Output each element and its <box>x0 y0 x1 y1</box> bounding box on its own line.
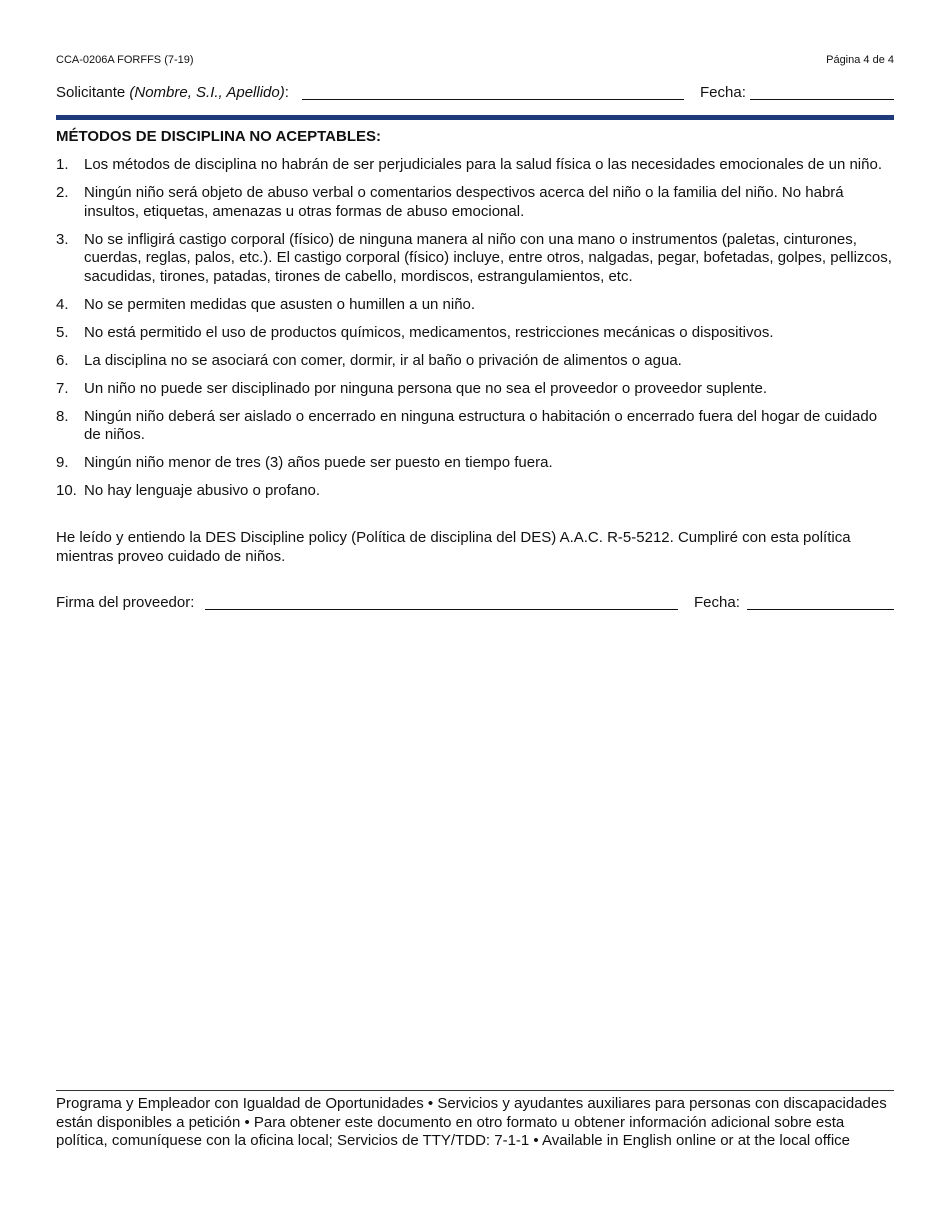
list-item <box>56 324 894 343</box>
item-text: No hay lenguaje abusivo o profano. <box>84 482 321 499</box>
list-item <box>56 482 894 501</box>
page-number: Página 4 de 4 <box>826 54 894 66</box>
item-text: No se infligirá castigo corporal (físico) de ninguna manera al niño con una mano o instrumentos (paletas, cinturones, cuerdas, reglas, palos, etc.). El castigo corporal (físico) incluye, entre otros, nalgadas, pegar, bofetadas, golpes, pellizcos, sacudidas, tirones, patadas, tirones de cabello, mordiscos, estrangulamientos, etc. <box>84 230 892 285</box>
item-text: La disciplina no se asociará con comer, dormir, ir al baño o privación de alimentos o agua. <box>84 351 682 369</box>
item-number: 4. <box>56 295 69 313</box>
list-item <box>56 296 894 315</box>
applicant-label-prefix: Solicitante <box>56 84 130 101</box>
applicant-row <box>56 84 894 106</box>
item-number: 2. <box>56 184 69 201</box>
signature-field[interactable] <box>205 609 678 610</box>
item-text: Los métodos de disciplina no habrán de ser perjudiciales para la salud física o las necesidades emocionales de un niño. <box>84 156 882 173</box>
section-heading: MÉTODOS DE DISCIPLINA NO ACEPTABLES: <box>56 128 382 145</box>
item-text: No se permiten medidas que asusten o humillen a un niño. <box>84 295 476 313</box>
applicant-label-italic: (Nombre, S.I., Apellido) <box>129 84 285 101</box>
item-text: Un niño no puede ser disciplinado por ninguna persona que no sea el proveedor o proveedor suplente. <box>84 379 767 397</box>
signature-row <box>56 594 894 616</box>
applicant-label <box>56 84 289 101</box>
item-text: Ningún niño deberá ser aislado o encerrado en ninguna estructura o habitación o encerrado fuera del hogar de cuidado de niños. <box>84 407 878 443</box>
page-header <box>56 52 894 68</box>
applicant-name-field[interactable] <box>302 99 684 100</box>
signature-date-label: Fecha: <box>694 594 740 611</box>
item-number: 9. <box>56 454 69 471</box>
list-item <box>56 352 894 371</box>
acknowledgement-statement: He leído y entiendo la DES Discipline policy (Política de disciplina del DES) A.A.C. R-5-5212. Cumpliré con esta política mientras proveo cuidado de niños. <box>56 529 851 565</box>
list-item <box>56 231 894 287</box>
signature-date-field[interactable] <box>747 609 894 610</box>
discipline-methods-list <box>56 156 894 510</box>
applicant-date-label: Fecha: <box>700 84 746 101</box>
item-text: No está permitido el uso de productos químicos, medicamentos, restricciones mecánicas o dispositivos. <box>84 323 774 341</box>
item-number: 5. <box>56 323 69 341</box>
item-text: Ningún niño será objeto de abuso verbal o comentarios despectivos acerca del niño o la familia del niño. No habrá insultos, etiquetas, amenazas u otras formas de abuso emocional. <box>84 184 844 220</box>
list-item <box>56 454 894 473</box>
item-number: 3. <box>56 230 69 248</box>
footer-divider <box>56 1090 894 1091</box>
item-number: 7. <box>56 379 69 397</box>
list-item <box>56 380 894 399</box>
header-divider <box>56 115 894 120</box>
footer-notice: Programa y Empleador con Igualdad de Oportunidades • Servicios y ayudantes auxiliares para personas con discapacidades están disponibles a petición • Para obtener este documento en otro formato u obtener información adicional sobre esta política, comuníquese con la oficina local; Servicios de TTY/TDD: 7-1-1 • Available in English online or at the local office <box>56 1095 887 1149</box>
item-number: 10. <box>56 482 77 499</box>
applicant-label-suffix: : <box>284 84 289 101</box>
item-number: 6. <box>56 351 69 369</box>
item-text: Ningún niño menor de tres (3) años puede ser puesto en tiempo fuera. <box>84 454 553 471</box>
form-code: CCA-0206A FORFFS (7-19) <box>56 54 194 66</box>
item-number: 8. <box>56 407 69 425</box>
list-item <box>56 184 894 221</box>
list-item <box>56 156 894 175</box>
signature-label: Firma del proveedor: <box>56 594 195 611</box>
list-item <box>56 408 894 445</box>
applicant-date-field[interactable] <box>750 99 894 100</box>
item-number: 1. <box>56 156 69 173</box>
